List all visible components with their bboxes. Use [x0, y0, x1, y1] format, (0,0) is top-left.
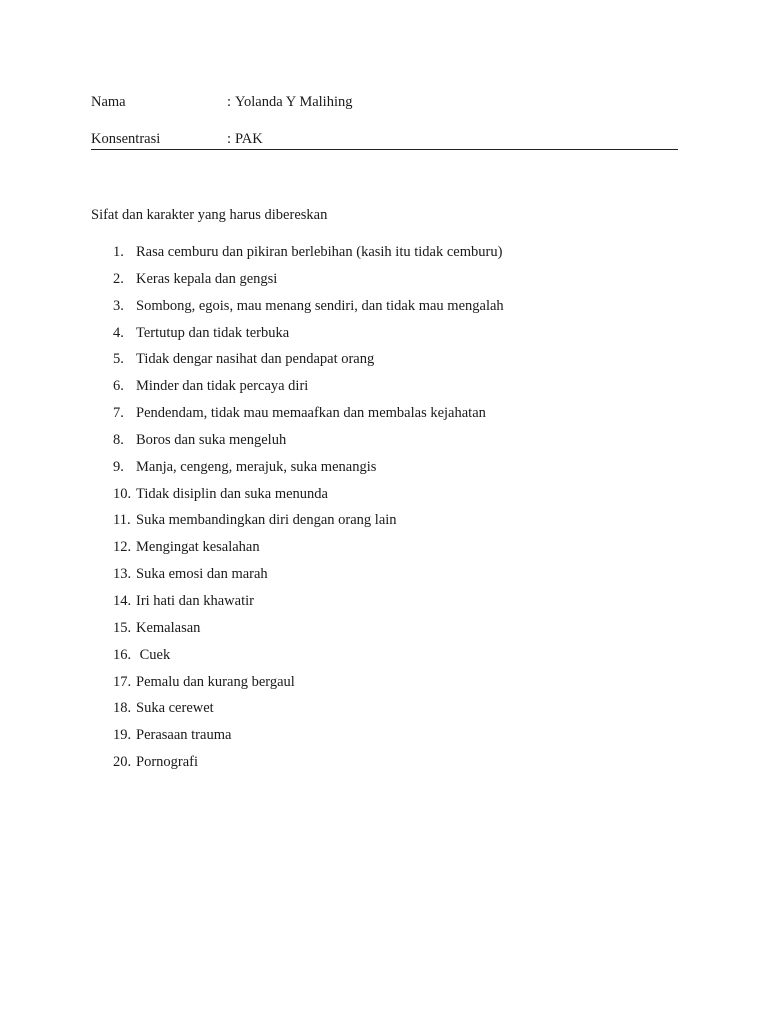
list-item-number: 9. [113, 458, 124, 475]
list-item-number: 10. [113, 485, 132, 502]
list-item-number: 12. [113, 539, 132, 556]
list-item-number: 13. [113, 566, 132, 583]
list-item-text: Pemalu dan kurang bergaul [136, 673, 295, 690]
list-item-text: Keras kepala dan gengsi [136, 270, 278, 287]
concentration-value: PAK [235, 131, 263, 147]
list-item-text: Kemalasan [136, 619, 201, 636]
concentration-colon: : [227, 131, 232, 147]
list-item-text: Minder dan tidak percaya diri [136, 378, 309, 395]
list-item-text: Rasa cemburu dan pikiran berlebihan (kasih itu tidak cemburu) [136, 244, 503, 260]
list-item-number: 1. [113, 244, 124, 260]
header-divider [91, 149, 678, 150]
list-item-text: Tidak disiplin dan suka menunda [136, 485, 328, 502]
list-item-number: 8. [113, 431, 124, 448]
list-item-number: 5. [113, 351, 124, 368]
list-item-text: Pendendam, tidak mau memaafkan dan membalas kejahatan [136, 405, 486, 422]
name-label: Nama [91, 94, 126, 110]
list-item-text: Cuek [136, 646, 171, 663]
name-colon: : [227, 94, 232, 110]
list-item-text: Pornografi [136, 754, 199, 771]
list-item-number: 2. [113, 270, 124, 287]
list-item-number: 4. [113, 324, 124, 341]
list-item-number: 6. [113, 378, 124, 395]
list-item-number: 15. [113, 619, 132, 636]
concentration-label: Konsentrasi [91, 131, 161, 147]
name-value: Yolanda Y Malihing [235, 94, 353, 110]
list-item-text: Suka membandingkan diri dengan orang lain [136, 512, 397, 529]
list-item-number: 20. [113, 754, 132, 771]
list-item-text: Sombong, egois, mau menang sendiri, dan tidak mau mengalah [136, 297, 504, 314]
list-item-number: 14. [113, 592, 132, 609]
list-item-number: 17. [113, 673, 132, 690]
name-row [91, 92, 678, 112]
list-item-text: Perasaan trauma [136, 727, 232, 744]
list-item-text: Tidak dengar nasihat dan pendapat orang [136, 351, 375, 368]
list-item-number: 16. [113, 646, 132, 663]
list-item-text: Manja, cengeng, merajuk, suka menangis [136, 458, 377, 475]
list-item-number: 7. [113, 405, 124, 422]
list-item-text: Suka cerewet [136, 700, 214, 717]
list-item-number: 18. [113, 700, 132, 717]
list-item-text: Iri hati dan khawatir [136, 592, 254, 609]
concentration-row [91, 129, 678, 149]
list-item-text: Suka emosi dan marah [136, 566, 268, 583]
list-item-text: Mengingat kesalahan [136, 539, 260, 556]
section-title: Sifat dan karakter yang harus dibereskan [91, 207, 328, 223]
list-item-number: 3. [113, 297, 124, 314]
list-item-number: 11. [113, 512, 131, 529]
list-item-number: 19. [113, 727, 132, 744]
list-item-text: Tertutup dan tidak terbuka [136, 324, 290, 341]
list-item-text: Boros dan suka mengeluh [136, 431, 287, 448]
